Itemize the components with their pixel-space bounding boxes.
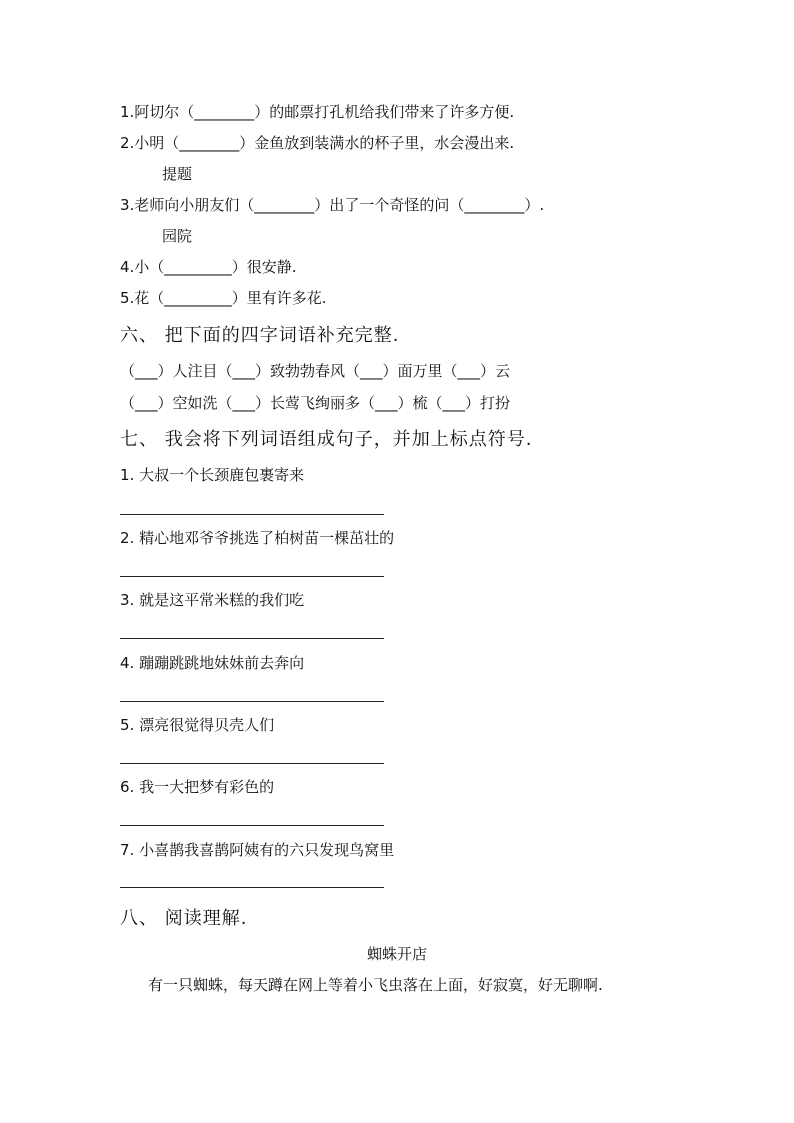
answer-line-1[interactable]: [120, 514, 384, 515]
fill-item-1: 1.阿切尔（________）的邮票打孔机给我们带来了许多方便.: [120, 103, 515, 121]
section-7-title: 七、 我会将下列词语组成句子，并加上标点符号.: [120, 429, 533, 450]
answer-line-6[interactable]: [120, 825, 384, 826]
section-7-item-3: 3. 就是这平常米糕的我们吃: [120, 591, 305, 609]
section-7-item-5: 5. 漂亮很觉得贝壳人们: [120, 716, 275, 734]
section-7-item-2: 2. 精心地邓爷爷挑选了柏树苗一棵茁壮的: [120, 529, 395, 547]
section-7-item-7: 7. 小喜鹊我喜鹊阿姨有的六只发现鸟窝里: [120, 841, 395, 859]
fill-item-5: 5.花（_________）里有许多花.: [120, 289, 327, 307]
word-hint-1: 提题: [162, 165, 193, 183]
fill-item-3: 3.老师向小朋友们（________）出了一个奇怪的问（________）.: [120, 196, 545, 214]
section-7-item-6: 6. 我一大把梦有彩色的: [120, 778, 275, 796]
passage-line-1: 有一只蜘蛛，每天蹲在网上等着小飞虫落在上面，好寂寞，好无聊啊.: [148, 976, 603, 994]
passage-title: 蜘蛛开店: [366, 945, 427, 963]
section-6-row-2: （___）空如洗（___）长莺飞绚丽多（___）梳（___）打扮: [120, 394, 511, 412]
section-6-title: 六、 把下面的四字词语补充完整.: [120, 325, 400, 346]
answer-line-4[interactable]: [120, 701, 384, 702]
answer-line-2[interactable]: [120, 576, 384, 577]
fill-item-2: 2.小明（________）金鱼放到装满水的杯子里，水会漫出来.: [120, 134, 515, 152]
section-6-row-1: （___）人注目（___）致勃勃春风（___）面万里（___）云: [120, 362, 511, 380]
section-7-item-1: 1. 大叔一个长颈鹿包裹寄来: [120, 466, 305, 484]
section-8-title: 八、 阅读理解.: [120, 908, 248, 929]
answer-line-3[interactable]: [120, 638, 384, 639]
answer-line-5[interactable]: [120, 763, 384, 764]
fill-item-4: 4.小（_________）很安静.: [120, 258, 297, 276]
section-7-item-4: 4. 蹦蹦跳跳地妹妹前去奔向: [120, 654, 305, 672]
answer-line-7[interactable]: [120, 887, 384, 888]
word-hint-2: 园院: [162, 227, 193, 245]
